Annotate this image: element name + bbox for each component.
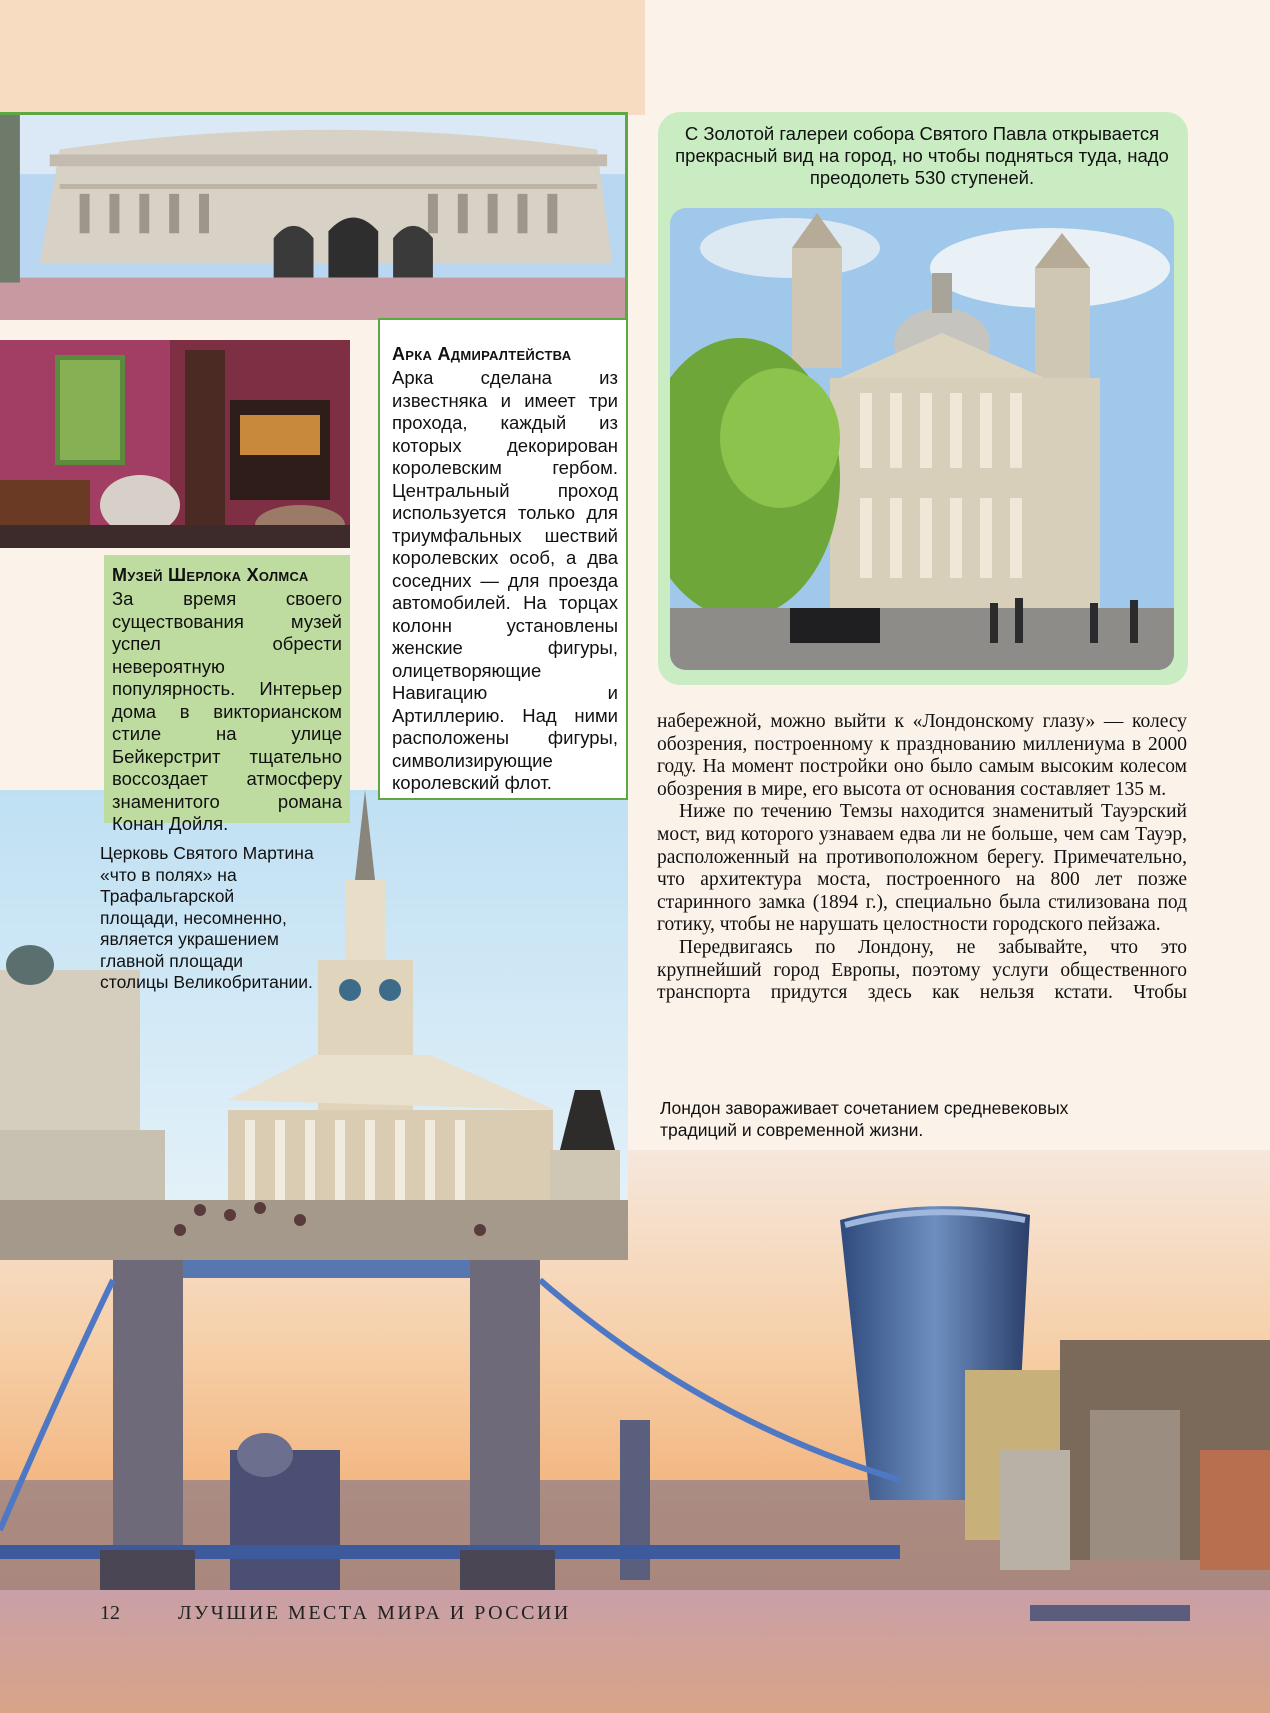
st-martin-photo-label bbox=[0, 790, 9, 791]
top-peach-band bbox=[0, 0, 645, 115]
page-footer bbox=[100, 1602, 660, 1625]
st-paul-photo-label bbox=[670, 208, 677, 209]
st-paul-caption: С Золотой галереи собора Святого Павла открывается прекрасный вид на город, но чтобы подняться туда, надо преодолеть 530 ступеней. bbox=[675, 123, 1169, 188]
page-number: 12 bbox=[100, 1602, 120, 1624]
admiralty-arch-title: Арка Адмиралтейства bbox=[392, 344, 572, 364]
admiralty-photo-label bbox=[0, 115, 9, 116]
sherlock-museum-text: За время своего существования музей успел обрести невероятную популярность. Интерьер дома в викторианском стиле на улице Бейкерстрит тщательно воссоздает атмосферу знаменитого романа Конан Дойля. bbox=[112, 588, 342, 834]
body-paragraph: Ниже по течению Темзы находится знаменитый Тауэрский мост, вид которого узнаваем едва ли не больше, чем сам Тауэр, расположенный на противоположном берегу. Примечательно, что архитектура моста, построенного на 800 лет позже старинного замка (1894 г.), специально была стилизована под готику, чтобы не нарушать целостности городского пейзажа. bbox=[657, 801, 1187, 936]
sherlock-museum-sidebar bbox=[104, 555, 350, 834]
st-paul-cathedral-photo bbox=[670, 208, 1174, 670]
sherlock-museum-photo bbox=[0, 340, 350, 548]
body-paragraph: набережной, можно выйти к «Лондонскому глазу» — колесу обозрения, построенному к празднованию миллениума в 2000 году. На момент постройки оно было самым высоким колесом обозрения в мире, его высота от основания составляет 135 м. bbox=[657, 711, 1187, 800]
admiralty-arch-text: Арка сделана из известняка и имеет три прохода, каждый из которых декорирован королевским гербом. Центральный проход используется только для триумфальных шествий королевских особ, а два соседних — для проезда автомобилей. На торцах колонн установлены женские фигуры, олицетворяющие Навигацию и Артиллерию. Над ними расположены фигуры, символизирующие королевский флот. bbox=[392, 367, 618, 793]
article-body bbox=[657, 711, 1187, 1005]
sherlock-photo-label bbox=[0, 340, 10, 341]
admiralty-arch-photo bbox=[0, 112, 628, 320]
body-paragraph: Передвигаясь по Лондону, не забывайте, что это крупнейший город Европы, поэтому услуги общественного транспорта придутся здесь как нельзя кстати. Чтобы bbox=[657, 936, 1187, 1004]
sherlock-museum-title: Музей Шерлока Холмса bbox=[112, 565, 309, 585]
st-martin-caption: Церковь Святого Мартина «что в полях» на Трафальгарской площади, несомненно, является украшением главной площади столицы Великобритании. bbox=[100, 843, 314, 992]
running-title: ЛУЧШИЕ МЕСТА МИРА И РОССИИ bbox=[178, 1602, 571, 1624]
london-caption: Лондон завораживает сочетанием средневековых традиций и современной жизни. bbox=[660, 1098, 1069, 1140]
admiralty-arch-sidebar bbox=[378, 318, 628, 800]
